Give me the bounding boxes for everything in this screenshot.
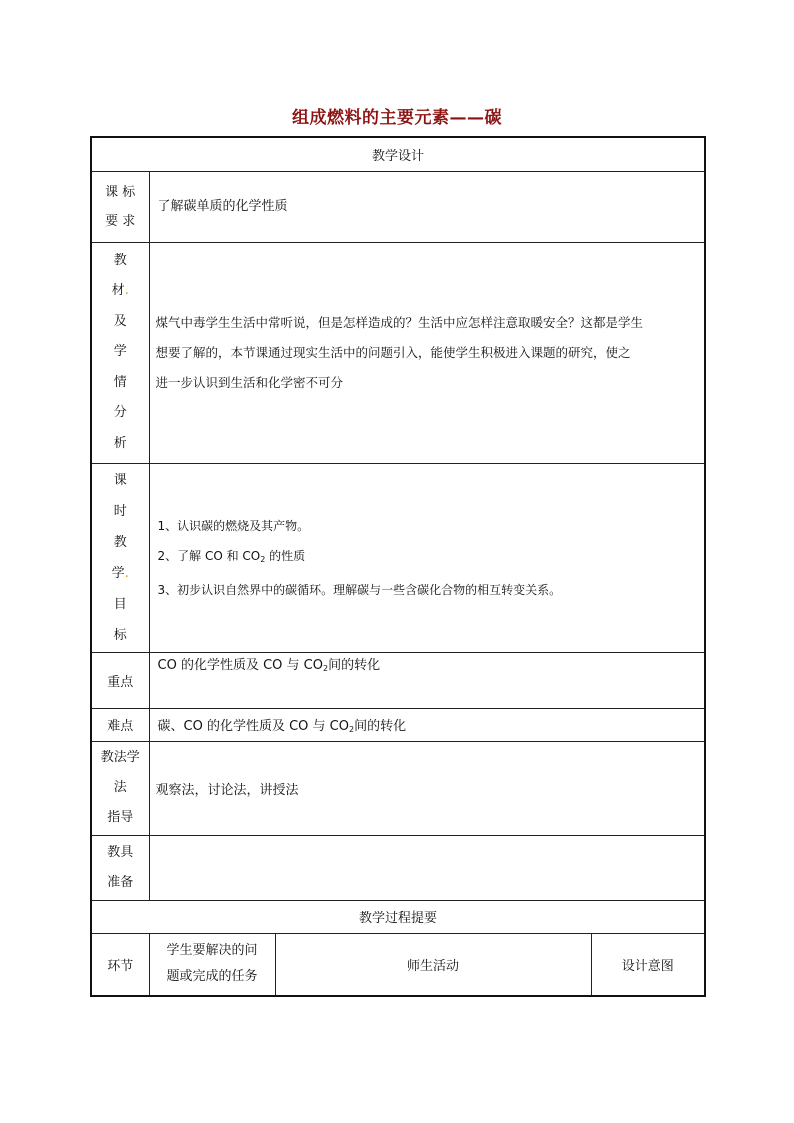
- content-nandian: 碳、CO 的化学性质及 CO 与 $CO_2$间的转化: [149, 708, 705, 741]
- content-jiaofa: 观察法，讨论法，讲授法: [149, 741, 705, 835]
- row-label-jiaocai: [91, 242, 149, 463]
- header-cell-intent: 设计意图: [591, 933, 705, 996]
- label-char: 学: [113, 344, 127, 360]
- content-kebiao: 了解碳单质的化学性质: [149, 171, 705, 242]
- label-line: 准备: [107, 874, 134, 890]
- content-line: 进一步认识到生活和化学密不可分: [155, 374, 344, 390]
- label-char: 教: [113, 252, 127, 268]
- document-title: 组成燃料的主要元素——碳: [292, 108, 502, 128]
- label-char: 时: [113, 503, 127, 519]
- label-line: 法: [113, 780, 127, 795]
- row-label-jiaoju: [91, 835, 149, 900]
- label-line: 要 求: [105, 213, 136, 229]
- label-char: 标: [113, 627, 127, 643]
- content-keshi: [149, 463, 705, 652]
- content-zhongdian: CO 的化学性质及 CO 与 $CO_2$间的转化: [149, 652, 705, 708]
- header-cell-huanjie: 环节: [91, 933, 149, 996]
- label-char: 材.: [111, 283, 129, 299]
- section-row-process: [91, 900, 705, 933]
- header-cell-activity: 师生活动: [275, 933, 591, 996]
- label-char: 课: [113, 472, 127, 488]
- row-keshi: [91, 463, 705, 652]
- label-line: 教具: [107, 844, 134, 860]
- section-row-design: [91, 137, 705, 171]
- row-label-nandian: 难点: [91, 708, 149, 741]
- label-char: 学.: [111, 565, 129, 581]
- row-zhongdian: [91, 652, 705, 708]
- row-label-kebiao: [91, 171, 149, 242]
- row-label-zhongdian: 重点: [91, 652, 149, 708]
- row-label-jiaofa: [91, 741, 149, 835]
- content-jiaoju: [149, 835, 705, 900]
- header-line: 题或完成的任务: [166, 969, 258, 985]
- label-line: 指导: [107, 810, 134, 825]
- row-jiaocai: [91, 242, 705, 463]
- row-nandian: [91, 708, 705, 741]
- label-char: 析: [113, 435, 127, 451]
- goal-item: 3、初步认识自然界中的碳循环。理解碳与一些含碳化合物的相互转变关系。: [157, 582, 562, 597]
- row-label-keshi: [91, 463, 149, 652]
- goal-item: 1、认识碳的燃烧及其产物。: [157, 518, 310, 533]
- process-header-row: [91, 933, 705, 996]
- lesson-plan-table: [90, 136, 706, 997]
- section-header-process: 教学过程提要: [91, 900, 705, 933]
- label-line: 教法学: [100, 750, 140, 765]
- row-kebiao: [91, 171, 705, 242]
- header-line: 学生要解决的问: [166, 943, 258, 959]
- header-cell-task: [149, 933, 275, 996]
- section-header-design: 教学设计: [91, 137, 705, 171]
- content-jiaocai: [149, 242, 705, 463]
- label-line: 课 标: [105, 184, 136, 200]
- content-line: 想要了解的，本节课通过现实生活中的问题引入，能使学生积极进入课题的研究，使之: [155, 344, 631, 360]
- label-char: 目: [113, 596, 127, 612]
- label-char: 及: [113, 313, 127, 329]
- row-jiaofa: [91, 741, 705, 835]
- content-line: 煤气中毒学生生活中常听说，但是怎样造成的？生活中应怎样注意取暖安全？这都是学生: [155, 314, 644, 330]
- row-jiaoju: [91, 835, 705, 900]
- label-char: 分: [113, 405, 127, 421]
- goal-item: 2、了解 CO 和 $CO_2$ 的性质: [157, 548, 306, 564]
- label-char: 教: [113, 534, 127, 550]
- label-char: 情: [113, 374, 127, 390]
